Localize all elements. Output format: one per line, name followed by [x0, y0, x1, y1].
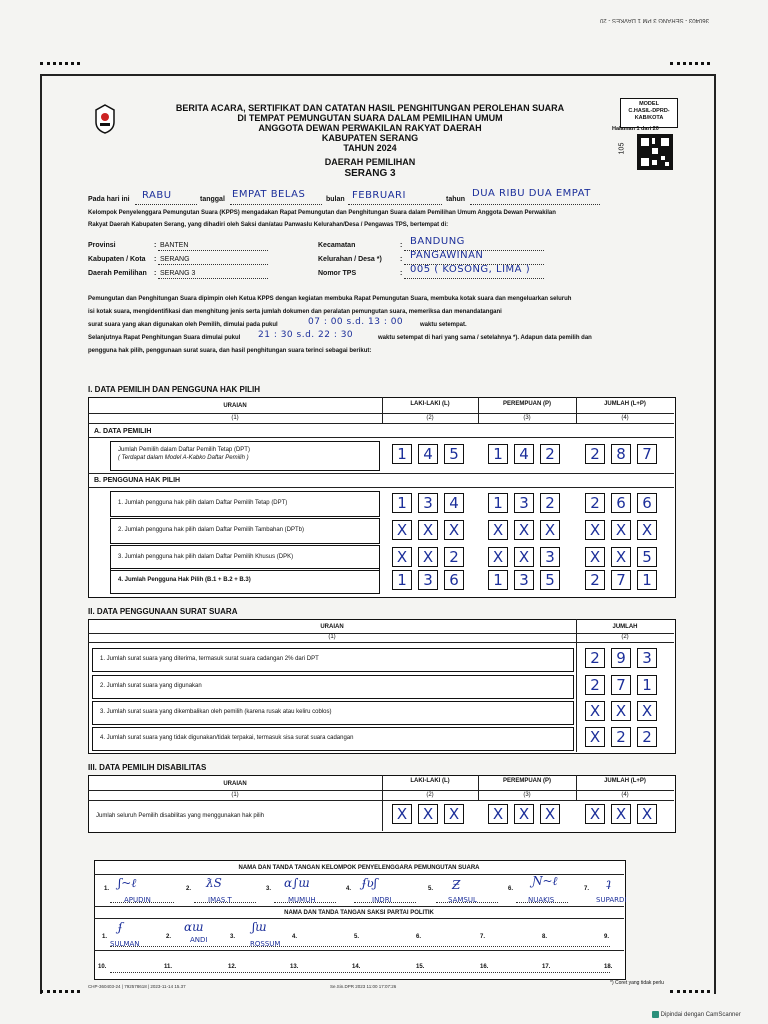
section1-title: I. DATA PEMILIH DAN PENGGUNA HAK PILIH	[88, 385, 260, 394]
corner-mark	[670, 990, 710, 997]
s1-b3-l-digit: X	[392, 547, 412, 567]
s3-j-digit: X	[585, 804, 605, 824]
s1-col-uraian: URAIAN	[223, 403, 247, 409]
para-line2: isi kotak suara, mengidentifikasi dan menghitung jenis serta jumlah dokumen dan peralatan pemungutan suara, memeriksa dan menandatangani	[88, 309, 502, 315]
kpps-name: NUAKIS	[528, 896, 555, 904]
kpps-num: 3.	[266, 886, 272, 892]
model-line1: MODEL	[639, 101, 659, 107]
model-box	[620, 98, 678, 128]
s1-a-j-digit: 7	[637, 444, 657, 464]
s2-r3-digit: X	[611, 701, 631, 721]
frame-right	[714, 74, 716, 994]
title-line2: DI TEMPAT PEMUNGUTAN SUARA DALAM PEMILIHAN UMUM	[237, 113, 503, 123]
sig-hline4	[94, 950, 624, 951]
para-time2: 21 : 30 s.d. 22 : 30	[258, 330, 354, 340]
s2-num1: (1)	[328, 634, 336, 640]
s2-r2-digit: 7	[611, 675, 631, 695]
s1-b4-j-digit: 1	[637, 570, 657, 590]
saksi-num: 14.	[352, 964, 361, 970]
kpps-signature-mark: ɑ∫ɯ	[284, 876, 310, 890]
kpps-name: INDRI	[372, 896, 392, 904]
s1-b3-l-digit: X	[418, 547, 438, 567]
s2-r1-digit: 2	[585, 648, 605, 668]
saksi-num: 8.	[542, 934, 548, 940]
s1-b4-p-digit: 5	[540, 570, 560, 590]
para-line4-end: waktu setempat di hari yang sama / setelahnya *). Adapun data pemilih dan	[378, 335, 592, 341]
s3-p-digit: X	[488, 804, 508, 824]
saksi-num: 16.	[480, 964, 489, 970]
saksi-name: SULMAN	[110, 940, 140, 948]
saksi-num: 18.	[604, 964, 613, 970]
frame-top	[40, 74, 716, 76]
s1-b1-l-digit: 4	[444, 493, 464, 513]
s1-b2-l-digit: X	[418, 520, 438, 540]
saksi-num: 2.	[166, 934, 172, 940]
saksi-num: 13.	[290, 964, 299, 970]
corner-mark	[40, 62, 80, 69]
s1-a-row1b: ( Terdapat dalam Model A-Kabko Daftar Pemilih )	[118, 455, 249, 461]
dapil-colon: :	[154, 270, 157, 277]
s3-col-l: LAKI-LAKI (L)	[410, 778, 450, 784]
saksi-signature-mark: ʃɯ	[252, 920, 267, 934]
s1-hline5	[88, 487, 674, 488]
sig-hline3	[94, 918, 624, 919]
footer-note: *) Coret yang tidak perlu	[610, 980, 664, 986]
saksi-num: 1.	[102, 934, 108, 940]
s2-r2-digit: 2	[585, 675, 605, 695]
s1-hline3	[88, 437, 674, 438]
s1-b1-l-digit: 1	[392, 493, 412, 513]
title-line3: ANGGOTA DEWAN PERWAKILAN RAKYAT DAERAH	[258, 123, 482, 133]
opening-text2: Rakyat Daerah Kabupaten Serang, yang dihadiri oleh Saksi dan/atau Panwaslu Kelurahan/Desa / Pengawas TPS, bertempat di:	[88, 222, 449, 228]
kpps-dots	[436, 902, 498, 903]
saksi-num: 3.	[230, 934, 236, 940]
s3-p-digit: X	[540, 804, 560, 824]
s1-b4-j-digit: 7	[611, 570, 631, 590]
s2-r1-digit: 3	[637, 648, 657, 668]
kpps-name: SAMSUL	[448, 896, 477, 904]
saksi-num: 5.	[354, 934, 360, 940]
dapil-dots	[158, 278, 268, 279]
s2-row-label: 1. Jumlah surat suara yang diterima, termasuk surat suara cadangan 2% dari DPT	[100, 656, 319, 662]
kpps-dots	[354, 902, 416, 903]
s1-col-j: JUMLAH (L+P)	[604, 401, 646, 407]
kab-label: Kabupaten / Kota	[88, 256, 146, 263]
s1-hline2	[88, 423, 674, 424]
s2-row-label: 4. Jumlah surat suara yang tidak digunakan/tidak terpakai, termasuk sisa surat suara cadangan	[100, 735, 354, 741]
s1-b-row-label: 1. Jumlah pengguna hak pilih dalam Daftar Pemilih Tetap (DPT)	[118, 500, 288, 506]
kpps-num: 7.	[584, 886, 590, 892]
provinsi-value: BANTEN	[160, 242, 189, 249]
s2-r4-digit: 2	[637, 727, 657, 747]
provinsi-label: Provinsi	[88, 242, 116, 249]
kpps-name: IMAS.T	[208, 896, 232, 904]
s1-b3-p-digit: X	[514, 547, 534, 567]
kpps-num: 4.	[346, 886, 352, 892]
para-line5: pengguna hak pilih, penggunaan surat suara, dan hasil penghitungan suara terinci sebagai berikut:	[88, 348, 372, 354]
day-value: RABU	[142, 190, 172, 201]
sig-hline2	[94, 906, 624, 907]
kpps-signature-mark: ʇ	[606, 876, 611, 890]
s1-b3-l-digit: 2	[444, 547, 464, 567]
s2-r3-digit: X	[585, 701, 605, 721]
s1-num1: (1)	[231, 415, 239, 421]
s1-b4-j-digit: 2	[585, 570, 605, 590]
kpps-name: MUMUH	[288, 896, 316, 904]
tps-colon: :	[400, 270, 403, 277]
region-label: DAERAH PEMILIHAN	[324, 157, 416, 167]
day-label: Pada hari ini	[88, 196, 130, 203]
date-dots	[230, 204, 322, 205]
s1-a-row1: Jumlah Pemilih dalam Daftar Pemilih Tetap (DPT)	[118, 447, 250, 453]
kec-colon: :	[400, 242, 403, 249]
page-number: Halaman 1 dari 20	[612, 126, 659, 132]
kpps-signature-mark: ʃ~ℓ	[118, 876, 137, 890]
corner-mark	[40, 990, 80, 997]
para-line1: Pemungutan dan Penghitungan Suara dipimpin oleh Ketua KPPS dengan kegiatan membuka Rapat Pemungutan Suara, membuka kotak suara dan mengeluarkan seluruh	[88, 296, 572, 302]
s1-b3-p-digit: X	[488, 547, 508, 567]
model-line3: KAB/KOTA	[634, 115, 664, 121]
kpps-signature-mark: ƛS	[206, 876, 222, 890]
kpps-signature-mark: Ƶ	[452, 878, 461, 892]
para-line3-end: waktu setempat.	[420, 322, 467, 328]
s1-a-title: A. DATA PEMILIH	[94, 428, 152, 435]
s3-l-digit: X	[418, 804, 438, 824]
saksi-num: 15.	[416, 964, 425, 970]
s3-hline2	[88, 800, 674, 801]
s1-num4: (4)	[621, 415, 629, 421]
title-line5: TAHUN 2024	[343, 143, 397, 153]
footer-mid: Se.Sin.DPR 2023 11:00 17:07:26	[330, 984, 397, 989]
s1-b3-j-digit: X	[585, 547, 605, 567]
s1-b-row-label: 4. Jumlah Pengguna Hak Pilih (B.1 + B.2 + B.3)	[118, 577, 251, 583]
scanner-label	[652, 1011, 741, 1018]
s3-j-digit: X	[637, 804, 657, 824]
kpps-dots	[194, 902, 256, 903]
s3-l-digit: X	[392, 804, 412, 824]
opening-text1: Kelompok Penyelenggara Pemungutan Suara (KPPS) mengadakan Rapat Pemungutan dan Penghitungan Suara dalam Pemilihan Umum Anggota Dewan Perwakilan	[88, 210, 556, 216]
kel-colon: :	[400, 256, 403, 263]
s2-r2-digit: 1	[637, 675, 657, 695]
kab-dots	[158, 264, 268, 265]
s2-r4-digit: 2	[611, 727, 631, 747]
s3-p-digit: X	[514, 804, 534, 824]
s1-a-p-digit: 1	[488, 444, 508, 464]
s2-col-j: JUMLAH	[612, 624, 638, 630]
top-code: 360403 - SERANG 3 PM 1 DAVKES - 20	[600, 17, 709, 23]
s1-b1-j-digit: 2	[585, 493, 605, 513]
s1-hline4	[88, 473, 674, 474]
saksi-num: 4.	[292, 934, 298, 940]
s2-r4-digit: X	[585, 727, 605, 747]
dapil-label: Daerah Pemilihan	[88, 270, 147, 277]
s1-a-p-digit: 2	[540, 444, 560, 464]
month-value: FEBRUARI	[352, 190, 406, 201]
s3-num3: (3)	[523, 792, 531, 798]
s1-b1-l-digit: 3	[418, 493, 438, 513]
s2-row-label: 3. Jumlah surat suara yang dikembalikan oleh pemilih (karena rusak atau keliru coblos)	[100, 709, 332, 715]
kpps-name: APUDIN	[124, 896, 151, 904]
date-value: EMPAT BELAS	[232, 189, 306, 200]
kel-label: Kelurahan / Desa *)	[318, 256, 382, 263]
kpps-num: 1.	[104, 886, 110, 892]
tps-dots	[404, 278, 544, 279]
qr-code-label: 105	[618, 142, 626, 155]
s1-col-l: LAKI-LAKI (L)	[410, 401, 450, 407]
s1-b3-p-digit: 3	[540, 547, 560, 567]
day-dots	[135, 204, 197, 205]
para-time1: 07 : 00 s.d. 13 : 00	[308, 317, 404, 327]
s3-col-uraian: URAIAN	[223, 781, 247, 787]
s1-b1-p-digit: 2	[540, 493, 560, 513]
s1-b-row-label: 2. Jumlah pengguna hak pilih dalam Daftar Pemilih Tambahan (DPTb)	[118, 527, 304, 533]
saksi-num: 10.	[98, 964, 107, 970]
s1-b4-l-digit: 1	[392, 570, 412, 590]
region-name: SERANG 3	[344, 168, 396, 179]
s1-a-l-digit: 5	[444, 444, 464, 464]
s1-num2: (2)	[426, 415, 434, 421]
s3-col-p: PEREMPUAN (P)	[502, 778, 551, 784]
month-label: bulan	[326, 196, 345, 203]
year-label: tahun	[446, 196, 466, 203]
title-line4: KABUPATEN SERANG	[321, 133, 419, 143]
s1-b2-p-digit: X	[540, 520, 560, 540]
s2-num2: (2)	[621, 634, 629, 640]
provinsi-colon: :	[154, 242, 157, 249]
model-line2: C.HASIL-DPRD-	[628, 108, 670, 114]
s1-a-l-digit: 1	[392, 444, 412, 464]
s3-hline1	[88, 790, 674, 791]
saksi-num: 9.	[604, 934, 610, 940]
saksi-signature-mark: ʄ	[118, 920, 123, 934]
s1-b2-p-digit: X	[514, 520, 534, 540]
month-dots	[348, 204, 442, 205]
date-label: tanggal	[200, 196, 225, 203]
s1-a-p-digit: 4	[514, 444, 534, 464]
year-dots	[470, 204, 600, 205]
footer-left: CHP-360403-24 | 792578618 | 2023-11-14 15.37	[88, 984, 186, 989]
s3-j-digit: X	[611, 804, 631, 824]
saksi-num: 17.	[542, 964, 551, 970]
s1-b2-j-digit: X	[637, 520, 657, 540]
s1-b1-p-digit: 3	[514, 493, 534, 513]
kpps-dots	[110, 902, 174, 903]
s1-b2-l-digit: X	[392, 520, 412, 540]
s2-col-uraian: URAIAN	[320, 624, 344, 630]
saksi-dots	[110, 972, 610, 973]
saksi-name: ROSSUM	[250, 940, 281, 948]
saksi-signature-mark: ɑɯ	[184, 920, 204, 934]
para-line3: surat suara yang akan digunakan oleh Pemilih, dimulai pada pukul	[88, 322, 278, 328]
s1-b4-l-digit: 3	[418, 570, 438, 590]
scanner-icon	[652, 1011, 659, 1018]
s1-b1-j-digit: 6	[611, 493, 631, 513]
s1-b1-p-digit: 1	[488, 493, 508, 513]
s2-row-label: 2. Jumlah surat suara yang digunakan	[100, 683, 202, 689]
s1-a-j-digit: 2	[585, 444, 605, 464]
s3-col-j: JUMLAH (L+P)	[604, 778, 646, 784]
saksi-num: 12.	[228, 964, 237, 970]
s2-hline2	[88, 642, 674, 643]
s1-b2-p-digit: X	[488, 520, 508, 540]
s3-num2: (2)	[426, 792, 434, 798]
para-line4: Selanjutnya Rapat Penghitungan Suara dimulai pukul	[88, 335, 241, 341]
s1-a-l-digit: 4	[418, 444, 438, 464]
s1-b4-p-digit: 1	[488, 570, 508, 590]
kpps-signature-mark: Ɲ~ℓ	[532, 874, 558, 888]
s3-num1: (1)	[231, 792, 239, 798]
s2-r1-digit: 9	[611, 648, 631, 668]
kel-value: PANGAWINAN	[410, 250, 484, 261]
s1-num3: (3)	[523, 415, 531, 421]
s1-b2-j-digit: X	[611, 520, 631, 540]
kab-value: SERANG	[160, 256, 190, 263]
kpps-name: SUPARDI	[596, 896, 627, 904]
section2-title: II. DATA PENGGUNAAN SURAT SUARA	[88, 607, 238, 616]
year-value: DUA RIBU DUA EMPAT	[472, 188, 591, 199]
dapil-value: SERANG 3	[160, 270, 196, 277]
saksi-title: NAMA DAN TANDA TANGAN SAKSI PARTAI POLITIK	[284, 910, 434, 916]
kpps-num: 5.	[428, 886, 434, 892]
tps-value: 005 ( KOSONG, LIMA )	[410, 264, 531, 275]
saksi-num: 6.	[416, 934, 422, 940]
s1-b2-l-digit: X	[444, 520, 464, 540]
s3-l-digit: X	[444, 804, 464, 824]
s1-col-p: PEREMPUAN (P)	[502, 401, 551, 407]
provinsi-dots	[158, 250, 268, 251]
s1-a-j-digit: 8	[611, 444, 631, 464]
kec-value: BANDUNG	[410, 236, 465, 247]
saksi-num: 11.	[164, 964, 173, 970]
title-line1: BERITA ACARA, SERTIFIKAT DAN CATATAN HASIL PENGHITUNGAN PEROLEHAN SUARA	[175, 103, 565, 113]
s1-b-title: B. PENGGUNA HAK PILIH	[94, 477, 181, 484]
s3-row-label: Jumlah seluruh Pemilih disabilitas yang menggunakan hak pilih	[96, 813, 265, 819]
s1-b4-l-digit: 6	[444, 570, 464, 590]
kpps-dots	[516, 902, 568, 903]
saksi-dots	[110, 946, 610, 947]
kpps-dots	[274, 902, 336, 903]
kpps-signature-mark: ʄʋʃ	[362, 876, 377, 890]
kec-label: Kecamatan	[318, 242, 356, 249]
s1-b3-j-digit: 5	[637, 547, 657, 567]
saksi-num: 7.	[480, 934, 486, 940]
s1-b1-j-digit: 6	[637, 493, 657, 513]
s3-num4: (4)	[621, 792, 629, 798]
corner-mark	[670, 62, 710, 69]
s1-b-row-label: 3. Jumlah pengguna hak pilih dalam Daftar Pemilih Khusus (DPK)	[118, 554, 294, 560]
section3-title: III. DATA PEMILIH DISABILITAS	[88, 763, 207, 772]
kab-colon: :	[154, 256, 157, 263]
s1-b2-j-digit: X	[585, 520, 605, 540]
frame-left	[40, 74, 42, 994]
saksi-name: ANDI	[190, 936, 208, 944]
s1-b4-p-digit: 3	[514, 570, 534, 590]
kpps-title: NAMA DAN TANDA TANGAN KELOMPOK PENYELENGGARA PEMUNGUTAN SUARA	[238, 865, 480, 871]
s1-b3-j-digit: X	[611, 547, 631, 567]
kpu-logo-icon	[94, 104, 116, 134]
kpps-num: 2.	[186, 886, 192, 892]
s2-r3-digit: X	[637, 701, 657, 721]
scanner-text: Dipindai dengan CamScanner	[660, 1012, 741, 1019]
kpps-num: 6.	[508, 886, 514, 892]
tps-label: Nomor TPS	[318, 270, 357, 277]
s1-hline1	[88, 413, 674, 414]
qr-code-icon	[637, 134, 673, 170]
